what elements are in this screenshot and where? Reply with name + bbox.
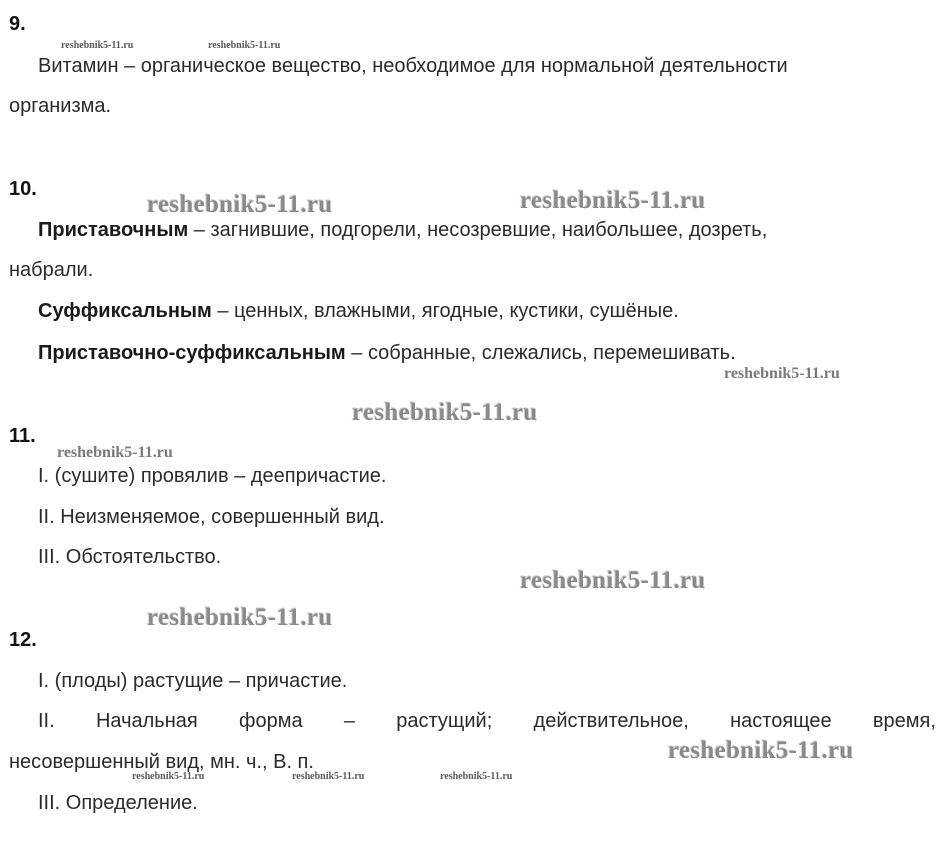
word: растущий; [396,710,493,732]
task-10-number: 10. [9,178,37,200]
watermark: reshebnik5-11.ru [147,191,333,218]
presuffix-words: – собранные, слежались, перемешивать. [345,342,736,364]
watermark: reshebnik5-11.ru [520,567,706,594]
watermark: reshebnik5-11.ru [292,771,365,782]
task-10-presuffix-line [38,341,736,365]
word: действительное, [533,710,689,732]
task-9-line-2: организма. [9,95,112,117]
watermark: reshebnik5-11.ru [520,187,706,214]
watermark: reshebnik5-11.ru [352,399,538,426]
task-9-line-1: Витамин – органическое вещество, необходимое для нормальной деятельности [38,55,788,77]
task-12-line-2 [38,709,936,733]
watermark: reshebnik5-11.ru [208,40,281,51]
watermark: reshebnik5-11.ru [147,604,333,631]
word: форма [239,710,303,732]
task-11-line-2: II. Неизменяемое, совершенный вид. [38,506,385,528]
suffix-term: Суффиксальным [38,300,212,322]
prefix-term: Приставочным [38,219,189,241]
task-12-number: 12. [9,629,37,651]
watermark: reshebnik5-11.ru [668,737,854,764]
task-10-prefix-line-1 [38,218,936,242]
task-12-line-4: III. Определение. [38,792,198,814]
task-10-prefix-line-2: набрали. [9,259,94,281]
watermark: reshebnik5-11.ru [57,444,173,461]
watermark: reshebnik5-11.ru [440,771,513,782]
watermark: reshebnik5-11.ru [132,771,205,782]
presuffix-term: Приставочно-суффиксальным [38,342,346,364]
task-9-number: 9. [9,13,26,35]
suffix-words: – ценных, влажными, ягодные, кустики, сушёные. [211,300,679,322]
word: – [343,710,355,732]
watermark: reshebnik5-11.ru [724,365,840,382]
task-11-number: 11. [9,425,36,447]
word: настоящее [730,710,832,732]
word: Начальная [95,710,198,732]
word: II. [38,710,55,732]
task-12-line-3: несовершенный вид, мн. ч., В. п. [9,751,314,773]
task-10-suffix-line [38,299,679,323]
task-12-line-1: I. (плоды) растущие – причастие. [38,670,348,692]
word: время, [872,710,936,732]
prefix-words: – загнившие, подгорели, несозревшие, наибольшее, дозреть, [188,219,768,241]
task-11-line-3: III. Обстоятельство. [38,546,222,568]
task-11-line-1: I. (сушите) провялив – деепричастие. [38,465,387,487]
watermark: reshebnik5-11.ru [61,40,134,51]
